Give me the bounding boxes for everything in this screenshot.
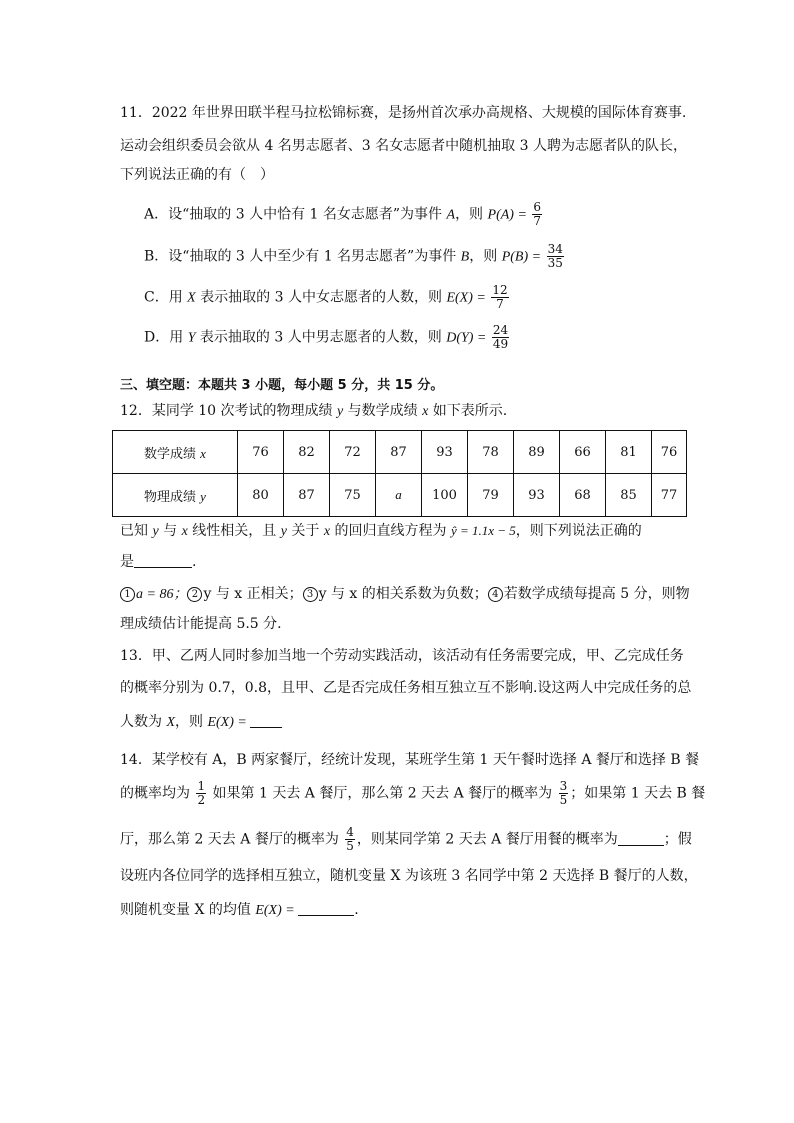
table-cell: 87 — [284, 474, 330, 517]
statement-3-mark: 3 — [303, 587, 318, 602]
cond-y: y — [152, 524, 159, 539]
cond-e: 的回归直线方程为 — [330, 523, 451, 539]
cond-x2: x — [323, 524, 331, 539]
q14-line3 — [120, 826, 692, 853]
q14-line4: 设班内各位同学的选择相互独立，随机变量 X 为该班 3 名同学中第 2 天选择 B 餐厅的人数， — [120, 868, 698, 884]
option-d-den: 49 — [492, 337, 509, 351]
table-cell: 85 — [606, 474, 652, 517]
cond-f: ，则下列说法正确的 — [515, 523, 642, 539]
answer-blank-q13 — [250, 713, 282, 728]
q14-line1: 14．某学校有 A，B 两家餐厅，经统计发现，某班学生第 1 天午餐时选择 A 餐厅和选择 B 餐 — [120, 752, 700, 768]
statement-2-mark: 2 — [187, 587, 202, 602]
q12-condition-line2 — [120, 552, 196, 572]
q11-line3: 下列说法正确的有（ ） — [120, 167, 274, 183]
q14-frac3-num: 4 — [346, 825, 354, 839]
q14-fraction-four-fifths — [345, 826, 355, 853]
row-label-math-var: x — [200, 445, 206, 461]
table-cell: 75 — [330, 474, 376, 517]
section-title: 三、填空题：本题共 3 小题，每小题 5 分，共 15 分。 — [120, 378, 444, 393]
cond-b: 与 — [158, 523, 182, 539]
q12-intro-b: 与数学成绩 — [343, 403, 423, 419]
q14-frac2-den: 5 — [559, 793, 568, 807]
q14-line5-a: 则随机变量 X 的均值 — [120, 902, 256, 918]
option-c-expr: E(X) = — [446, 290, 490, 306]
statement-4: 若数学成绩每提高 5 分，则物 — [503, 586, 690, 602]
option-c-var: X — [187, 290, 196, 306]
cond-c: 线性相关，且 — [187, 523, 281, 539]
q11-option-a — [144, 201, 544, 228]
table-cell: 72 — [330, 431, 376, 474]
row-label-physics-var: y — [200, 488, 206, 504]
option-a-expr: P(A) = — [487, 207, 531, 223]
q14-fraction-three-fifths — [559, 780, 569, 807]
row-label-physics — [113, 474, 238, 517]
q14-expression: E(X) = — [255, 903, 299, 918]
q12-intro-y: y — [336, 404, 344, 419]
statement-2: y 与 x 正相关； — [203, 586, 303, 602]
table-cell: 76 — [652, 431, 687, 474]
q14-fraction-half — [196, 780, 206, 807]
q11-option-c — [144, 284, 511, 311]
q13-line3-a: 人数为 — [120, 714, 167, 730]
table-cell: 81 — [606, 431, 652, 474]
table-row-physics — [113, 474, 687, 517]
table-row-math — [113, 431, 687, 474]
q11-option-d — [144, 324, 511, 351]
q13-line1: 13．甲、乙两人同时参加当地一个劳动实践活动，该活动有任务需要完成，甲、乙完成任务 — [120, 648, 684, 664]
answer-blank-q12 — [134, 553, 192, 568]
option-a-var: A — [446, 207, 456, 223]
option-a-num: 6 — [533, 200, 542, 214]
q14-line2-a: 的概率均为 — [120, 785, 195, 802]
option-c-num: 12 — [492, 283, 508, 297]
q14-frac3-den: 5 — [346, 839, 354, 853]
q14-line2 — [120, 780, 705, 807]
cond-line2-end: . — [192, 554, 197, 570]
table-cell: 80 — [238, 474, 284, 517]
statement-1: a = 86； — [136, 587, 188, 602]
q13-line2: 的概率分别为 0.7，0.8，且甲、乙是否完成任务相互独立互不影响.设这两人中完成任务的总 — [120, 680, 692, 696]
row-label-math-text: 数学成绩 — [144, 446, 201, 462]
option-c-fraction — [491, 284, 508, 311]
option-b-var: B — [460, 249, 470, 265]
option-b-den: 35 — [547, 256, 563, 270]
table-cell: 68 — [560, 474, 606, 517]
q14-frac1-den: 2 — [197, 793, 206, 807]
table-cell: a — [376, 474, 422, 517]
option-d-num: 24 — [492, 323, 509, 337]
table-cell: 77 — [652, 474, 687, 517]
table-cell: 76 — [238, 431, 284, 474]
regression-equation: ŷ = 1.1x − 5 — [450, 523, 516, 538]
option-a-text: A．设“抽取的 3 人中恰有 1 名女志愿者”为事件 — [144, 206, 447, 223]
table-cell: 93 — [422, 431, 468, 474]
q14-line3-a: 厅，那么第 2 天去 A 餐厅的概率为 — [120, 831, 344, 848]
q11-line1: 11．2022 年世界田联半程马拉松锦标赛，是扬州首次承办高规格、大规模的国际体育赛事. — [120, 105, 687, 121]
q12-condition-line1 — [120, 521, 642, 542]
q13-line3-b: ，则 — [175, 714, 208, 730]
table-cell: 66 — [560, 431, 606, 474]
cond-a: 已知 — [120, 523, 153, 539]
table-cell: 82 — [284, 431, 330, 474]
option-c-den: 7 — [496, 297, 504, 311]
option-c-rest: 表示抽取的 3 人中女志愿者的人数，则 — [195, 289, 447, 306]
q13-line3 — [120, 712, 282, 733]
q12-statements-line2: 理成绩估计能提高 5.5 分. — [120, 616, 282, 632]
q13-var-x: X — [166, 715, 176, 730]
table-cell: 78 — [468, 431, 514, 474]
q14-line3-b: ，则某同学第 2 天去 A 餐厅用餐的概率为 — [356, 831, 618, 848]
cond-x: x — [181, 524, 188, 539]
option-d-text: D．用 — [144, 329, 188, 346]
option-c-text: C．用 — [144, 289, 188, 306]
q14-line2-b: 如果第 1 天去 A 餐厅，那么第 2 天去 A 餐厅的概率为 — [208, 785, 557, 802]
score-table — [112, 430, 687, 517]
statement-3: y 与 x 的相关系数为负数； — [318, 586, 488, 602]
q12-statements-line1 — [120, 584, 690, 605]
option-b-mid: ，则 — [469, 248, 502, 265]
row-label-math — [113, 431, 238, 474]
q14-frac1-num: 1 — [197, 779, 206, 793]
option-d-rest: 表示抽取的 3 人中男志愿者的人数，则 — [195, 329, 447, 346]
option-a-mid: ，则 — [455, 206, 488, 223]
q11-option-b — [144, 243, 566, 270]
table-cell: 93 — [514, 474, 560, 517]
q11-line2: 运动会组织委员会欲从 4 名男志愿者、3 名女志愿者中随机抽取 3 人聘为志愿者队的队长， — [120, 138, 687, 154]
q12-intro-c: 如下表所示. — [428, 403, 508, 419]
option-a-den: 7 — [533, 214, 542, 228]
q14-line5-end: . — [354, 902, 359, 918]
q14-frac2-num: 3 — [559, 779, 568, 793]
q14-line5 — [120, 900, 359, 921]
q12-intro — [120, 401, 507, 422]
option-b-fraction — [547, 243, 564, 270]
option-b-num: 34 — [547, 242, 563, 256]
q13-expression: E(X) = — [207, 715, 251, 730]
statement-4-mark: 4 — [488, 587, 503, 602]
option-d-fraction — [492, 324, 509, 351]
table-cell: 79 — [468, 474, 514, 517]
table-cell: 100 — [422, 474, 468, 517]
option-b-expr: P(B) = — [501, 249, 545, 265]
q14-line3-c: ；假 — [663, 831, 692, 848]
q14-line2-c: ；如果第 1 天去 B 餐 — [570, 785, 706, 802]
answer-blank-q14-1 — [618, 831, 664, 846]
option-d-var: Y — [187, 330, 196, 346]
table-cell: 87 — [376, 431, 422, 474]
q12-intro-x: x — [422, 404, 429, 419]
cond-line2: 是 — [120, 554, 134, 570]
option-d-expr: D(Y) = — [446, 330, 490, 346]
answer-blank-q14-2 — [298, 901, 354, 916]
q12-intro-a: 12．某同学 10 次考试的物理成绩 — [120, 403, 337, 419]
cond-y2: y — [280, 524, 287, 539]
statement-1-mark: 1 — [120, 587, 135, 602]
option-a-fraction — [532, 201, 542, 228]
table-cell: 89 — [514, 431, 560, 474]
cond-d: 关于 — [286, 523, 324, 539]
option-b-text: B．设“抽取的 3 人中至少有 1 名男志愿者”为事件 — [144, 248, 461, 265]
row-label-physics-text: 物理成绩 — [144, 489, 201, 505]
